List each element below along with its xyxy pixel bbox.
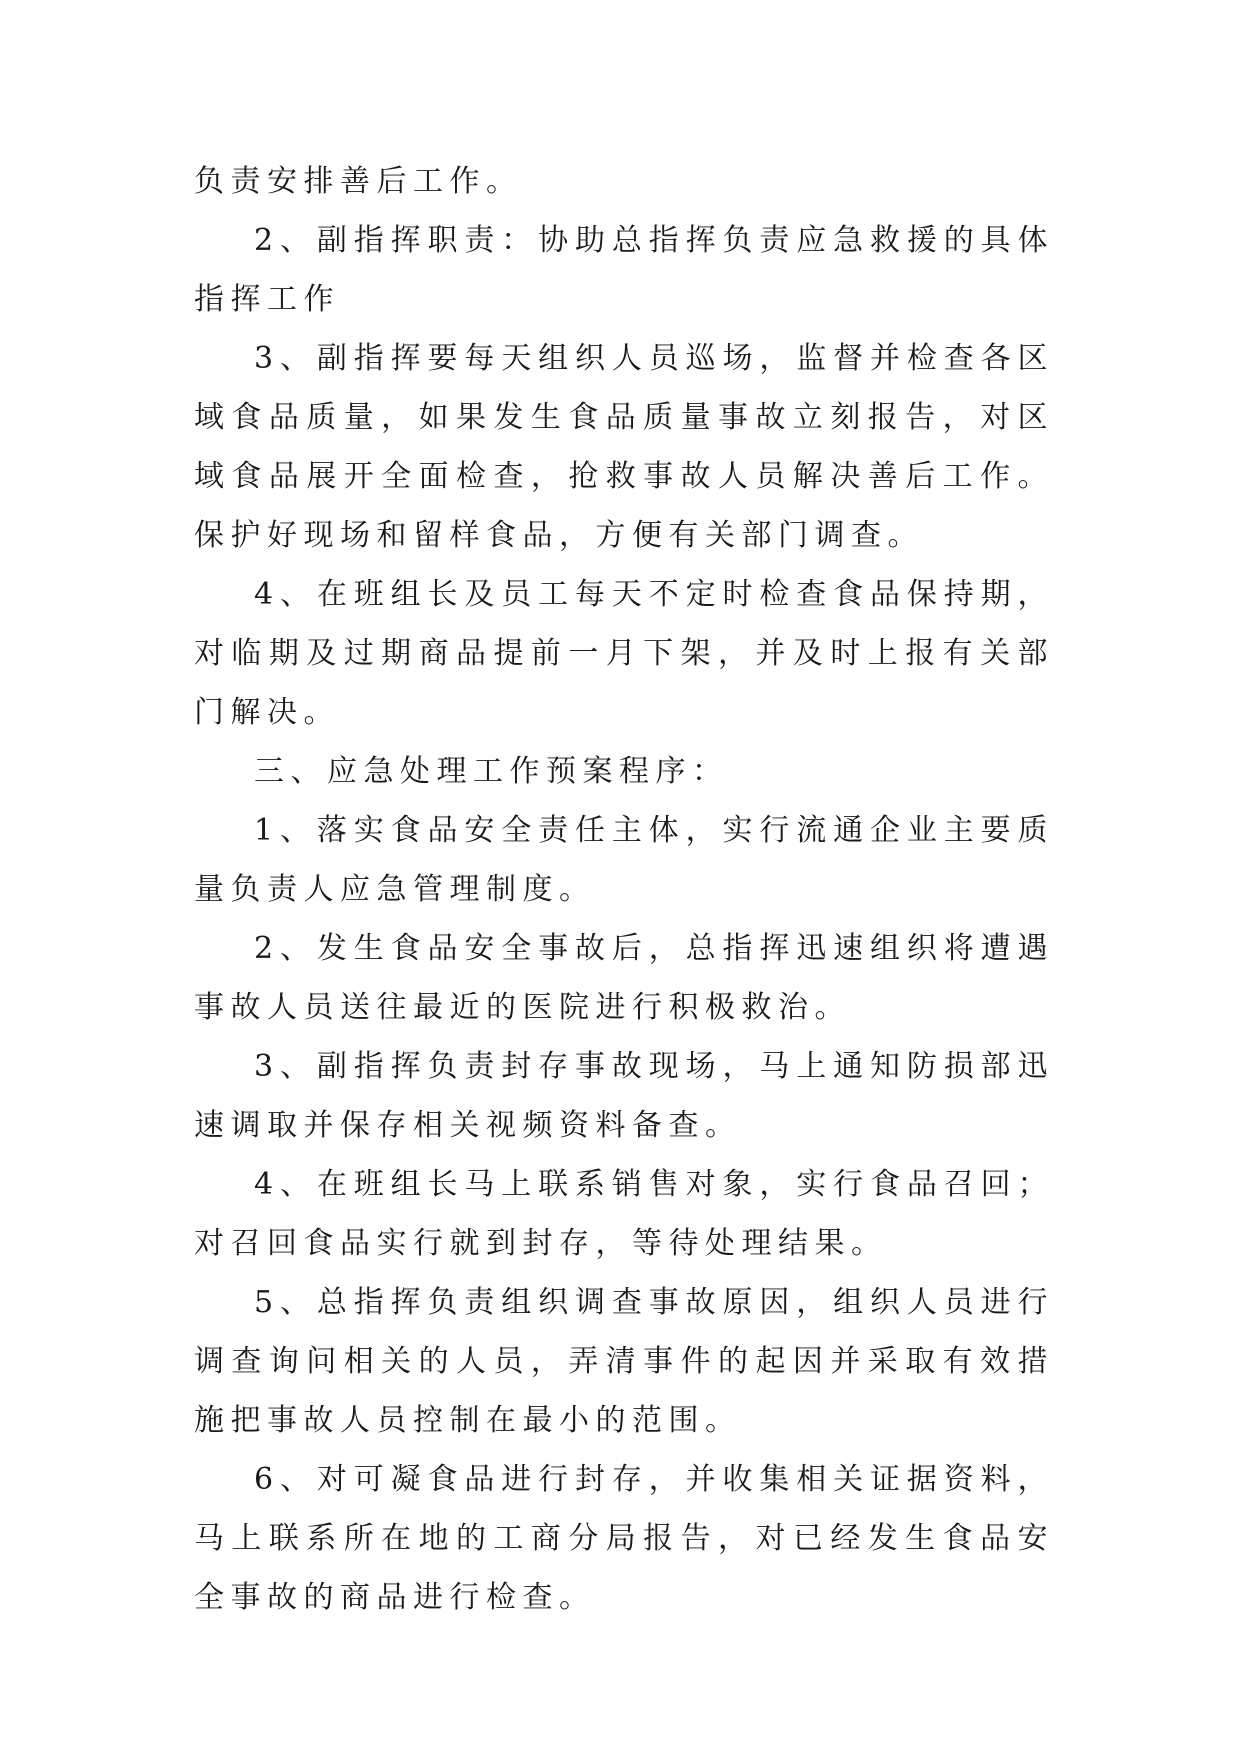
paragraph-9: 4、在班组长马上联系销售对象，实行食品召回；对召回食品实行就到封存，等待处理结果。 xyxy=(194,1167,1054,1261)
paragraph-4: 4、在班组长及员工每天不定时检查食品保持期，对临期及过期商品提前一月下架，并及时上报有关部门解决。 xyxy=(194,577,1054,730)
paragraph-7: 2、发生食品安全事故后，总指挥迅速组织将遭遇事故人员送往最近的医院进行积极救治。 xyxy=(194,931,1054,1025)
paragraph-2: 2、副指挥职责：协助总指挥负责应急救援的具体指挥工作 xyxy=(194,223,1054,317)
paragraph-8: 3、副指挥负责封存事故现场，马上通知防损部迅速调取并保存相关视频资料备查。 xyxy=(194,1049,1054,1143)
paragraph-11: 6、对可凝食品进行封存，并收集相关证据资料，马上联系所在地的工商分局报告，对已经发生食品安全事故的商品进行检查。 xyxy=(194,1462,1054,1615)
paragraph-1: 负责安排善后工作。 xyxy=(194,164,523,199)
section-heading: 三、应急处理工作预案程序： xyxy=(254,754,729,789)
document-body xyxy=(194,152,1054,1627)
paragraph-6: 1、落实食品安全责任主体，实行流通企业主要质量负责人应急管理制度。 xyxy=(194,813,1054,907)
paragraph-10: 5、总指挥负责组织调查事故原因，组织人员进行调查询问相关的人员，弄清事件的起因并采取有效措施把事故人员控制在最小的范围。 xyxy=(194,1285,1054,1438)
paragraph-3: 3、副指挥要每天组织人员巡场，监督并检查各区域食品质量，如果发生食品质量事故立刻报告，对区域食品展开全面检查，抢救事故人员解决善后工作。保护好现场和留样食品，方便有关部门调查。 xyxy=(194,341,1054,553)
